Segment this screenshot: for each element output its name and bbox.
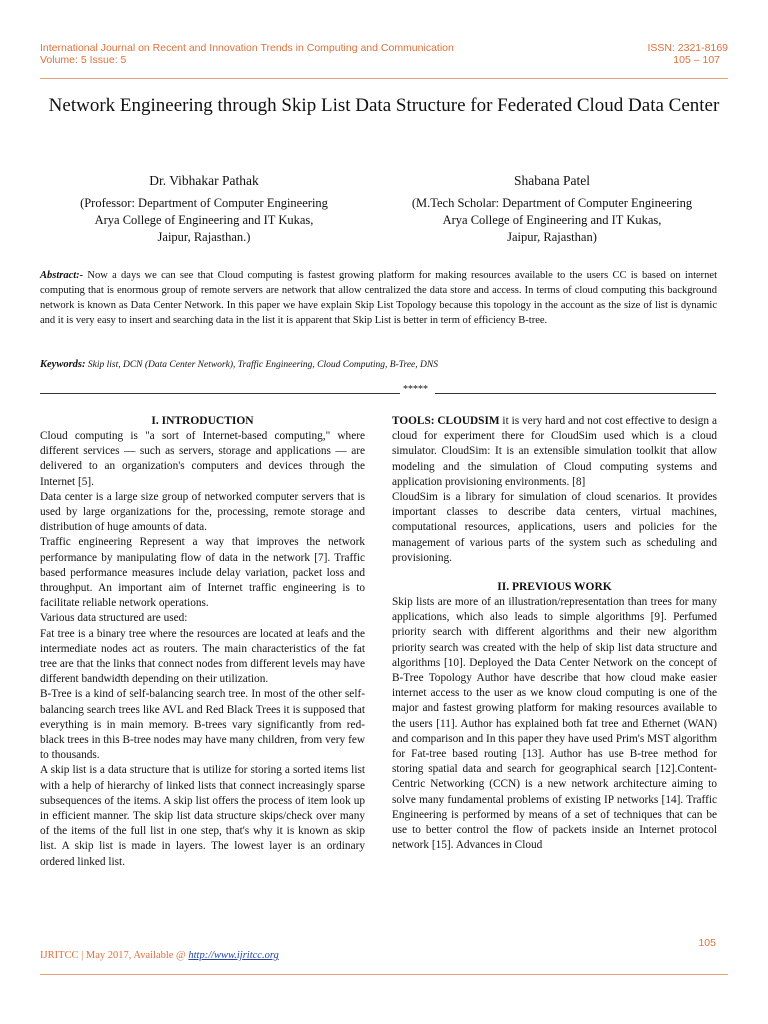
author-2-line3: Jaipur, Rajasthan) <box>507 230 597 244</box>
page-number: 105 <box>698 937 716 949</box>
abstract <box>40 268 717 328</box>
tools-label: TOOLS: CLOUDSIM <box>392 415 500 427</box>
journal-pages: 105 – 107 <box>673 54 720 66</box>
paragraph: Skip lists are more of an illustration/representation than trees for many applications, which also leads to simple algorithms [9]. Perfumed priority search with different algorithms and their new algorithm priority search was created with the help of skip list data structure and algorithms [10]. Deployed the Data Center Network on the concept of B-Tree Topology Author have describe that how cloud make easier internet access to the user as we know cloud computing is one of the major and fastest growing platform for making resources available to the users [11]. Author has explained both fat tree and Ethernet (WAN) and comparison and In this paper they have used Prim's MST algorithm for Fat-tree based routing [13]. Author has use B-tree method for storing spatial data and search for geographical search [12].Content-Centric Networking (CCN) is a new network architecture aiming to solve many fundamental problems of existing IP networks [14]. Traffic Engineering is performed by means of a set of techniques that can be use to better control the flow of packets inside an Internet protocol network [15]. Advances in Cloud <box>392 596 717 852</box>
abstract-label: Abstract:- <box>40 270 84 281</box>
section-separator <box>40 384 716 398</box>
journal-volume: Volume: 5 Issue: 5 <box>40 54 127 66</box>
tools-text: it is very hard and not cost effective to design a cloud for experiment there for CloudSim used which is a cloud simulator. CloudSim: It is an extensible simulation toolkit that allow modeling and the simulation of Cloud computing systems and application provisioning environments. [8] <box>392 415 717 488</box>
separator-line-left <box>40 393 400 394</box>
author-1-line1: (Professor: Department of Computer Engineering <box>80 196 328 210</box>
paragraph: Data center is a large size group of networked computer servers that is used by large organizations for the, processing, remote storage and distribution of huge amounts of data. <box>40 490 365 534</box>
right-column <box>392 414 717 853</box>
author-1-line2: Arya College of Engineering and IT Kukas, <box>94 213 314 227</box>
abstract-text: Now a days we can see that Cloud computing is fastest growing platform for making resources available to the users CC is based on internet computing that is enormous group of remote servers are network that allow centralized the data store and access. In terms of cloud computing this background network is known as Data Center Network. In this paper we have explain Skip List Topology because this topology in the account as the size of list is dynamic and it is very easy to insert and searching data in the list it is apparent that Skip List is better in term of efficiency B-tree. <box>40 270 717 326</box>
author-1-name: Dr. Vibhakar Pathak <box>149 173 259 188</box>
left-column <box>40 414 365 870</box>
author-2-name: Shabana Patel <box>513 173 591 188</box>
journal-name: International Journal on Recent and Innovation Trends in Computing and Communication <box>40 42 454 54</box>
author-1 <box>44 172 364 246</box>
author-1-line3: Jaipur, Rajasthan.) <box>157 230 251 244</box>
separator-line-right <box>435 393 716 394</box>
author-2 <box>392 172 712 246</box>
author-2-line2: Arya College of Engineering and IT Kukas, <box>442 213 662 227</box>
paragraph: Various data structured are used: <box>40 612 188 625</box>
journal-header <box>40 42 454 66</box>
journal-issn: ISSN: 2321-8169 <box>647 42 728 54</box>
paragraph: Cloud computing is "a sort of Internet-based computing," where different services — such as servers, storage and applications — are delivered to an organization's computers and devices through the Internet [5]. <box>40 430 365 488</box>
header-rule <box>40 78 728 79</box>
section-heading-previous-work: II. PREVIOUS WORK <box>497 581 612 594</box>
keywords <box>40 357 717 373</box>
paragraph: CloudSim is a library for simulation of cloud scenarios. It provides important classes to describe data centers, virtual machines, computational resources, applications, users and policies for the management of various parts of the system such as scheduling and provisioning. <box>392 491 717 564</box>
keywords-text: Skip list, DCN (Data Center Network), Traffic Engineering, Cloud Computing, B-Tree, DNS <box>85 360 438 370</box>
paragraph: Traffic engineering Represent a way that improves the network performance by manipulating flow of data in the network [7]. Traffic based performance measures include delay variation, packet loss and throughput. An important aim of Internet traffic engineering is to facilitate reliable network operations. <box>40 536 365 610</box>
paragraph: A skip list is a data structure that is utilize for storing a sorted items list with a help of hierarchy of linked lists that connect increasingly sparse subsequences of the items. A skip list offers the process of item look up in efficient manner. The skip list data structure skips/check over many of the items of the full list in one step, that's why it is known as skip list. A skip list is made in layers. The lowest layer is an ordinary ordered linked list. <box>40 764 365 868</box>
journal-issn-block <box>647 42 728 66</box>
paragraph: Fat tree is a binary tree where the resources are located at leafs and the intermediate nodes act as routers. The main characteristics of the fat tree are that the links that connect nodes from different levels may have different bandwidth depending on their utilization. <box>40 627 365 686</box>
section-heading-introduction: I. INTRODUCTION <box>151 415 254 427</box>
journal-link[interactable]: http://www.ijritcc.org <box>188 950 279 961</box>
keywords-label: Keywords: <box>40 359 86 370</box>
paragraph: B-Tree is a kind of self-balancing search tree. In most of the other self-balancing search trees like AVL and Red Black Trees it is supposed that everything is in main memory. B-trees vary significantly from red-black trees in this B-tree nodes may have many children, from very few to thousands. <box>40 688 365 762</box>
author-2-line1: (M.Tech Scholar: Department of Computer Engineering <box>411 196 693 210</box>
footer-text: IJRITCC | May 2017, Available @ <box>40 950 189 961</box>
paper-title: Network Engineering through Skip List Data Structure for Federated Cloud Data Center <box>48 95 720 116</box>
footer <box>40 950 279 961</box>
separator-stars: ***** <box>403 384 428 395</box>
footer-rule <box>40 974 728 975</box>
